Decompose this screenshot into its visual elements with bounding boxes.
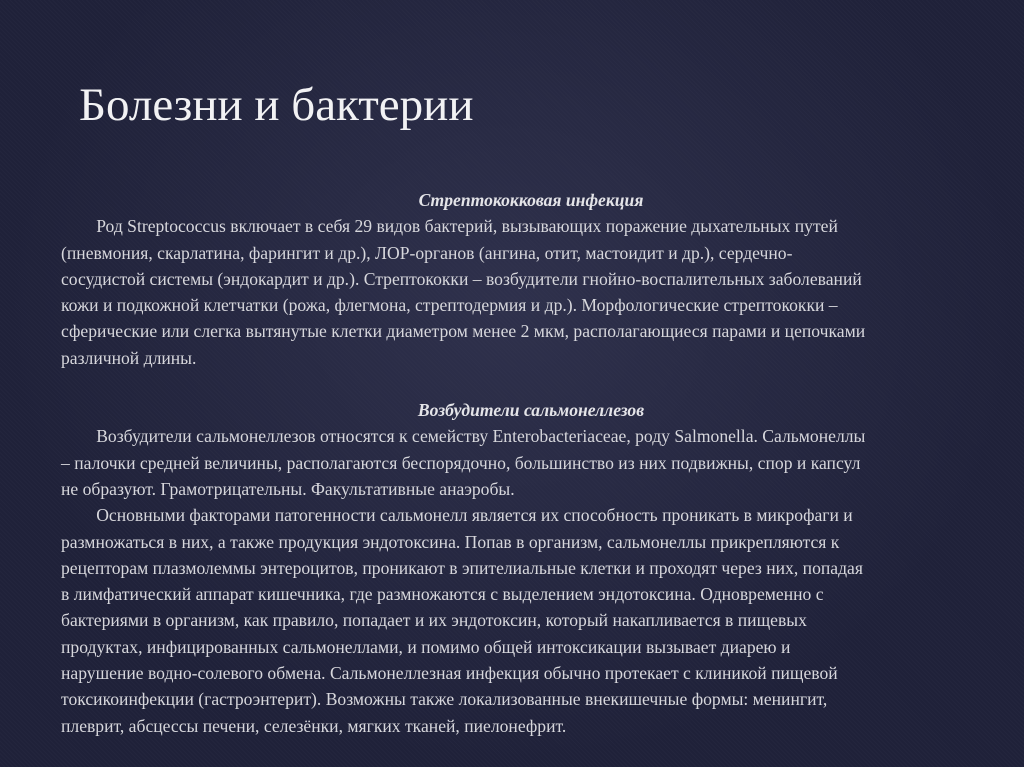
text-line: Основными факторами патогенности сальмонелл является их способность проникать в микрофаги и <box>61 505 853 526</box>
text-line: бактериями в организм, как правило, попадает и их эндотоксин, который накапливается в пищевых <box>61 610 807 631</box>
text-line: токсикоинфекции (гастроэнтерит). Возможны также локализованные внекишечные формы: менингит, <box>61 689 828 710</box>
text-line: (пневмония, скарлатина, фарингит и др.), ЛОР-органов (ангина, отит, мастоидит и др.), сердечно- <box>61 242 793 263</box>
text-line: Род Streptococcus включает в себя 29 видов бактерий, вызывающих поражение дыхательных путей <box>61 216 838 237</box>
text-line: в лимфатический аппарат кишечника, где размножаются с выделением эндотоксина. Одновременно с <box>61 584 824 605</box>
section-heading-streptococcus: Стрептококковая инфекция <box>418 190 644 210</box>
text-line: нарушение водно-солевого обмена. Сальмонеллезная инфекция обычно протекает с клиникой пищевой <box>61 663 838 684</box>
section-heading-salmonella: Возбудители сальмонеллезов <box>417 400 645 421</box>
text-line: кожи и подкожной клетчатки (рожа, флегмона, стрептодермия и др.). Морфологические стрептококки – <box>61 295 838 316</box>
text-line: различной длины. <box>61 347 197 368</box>
text-line: сферические или слегка вытянутые клетки диаметром менее 2 мкм, располагающиеся парами и цепочками <box>61 321 866 342</box>
slide-content <box>61 187 1001 739</box>
text-line: размножаться в них, а также продукция эндотоксина. Попав в организм, сальмонеллы прикрепляются к <box>61 531 840 552</box>
text-line: сосудистой системы (эндокардит и др.). Стрептококки – возбудители гнойно-воспалительных заболеваний <box>61 268 862 289</box>
section-spacer <box>61 371 1001 397</box>
text-line: рецепторам плазмолеммы энтероцитов, проникают в эпителиальные клетки и проходят через них, попадая <box>61 557 863 578</box>
text-line: продуктах, инфицированных сальмонеллами, и помимо общей интоксикации вызывает диарею и <box>61 636 791 657</box>
text-line: не образуют. Грамотрицательны. Факультативные анаэробы. <box>61 478 515 499</box>
text-line: Возбудители сальмонеллезов относятся к семейству Enterobacteriaceae, роду Salmonella. Сальмонеллы <box>61 426 866 447</box>
text-line: – палочки средней величины, располагаются беспорядочно, большинство из них подвижны, спор и капсул <box>61 452 861 473</box>
section-body-salmonella <box>61 423 1001 739</box>
slide-title: Болезни и бактерии <box>79 79 474 131</box>
section-body-streptococcus <box>61 213 1001 371</box>
text-line: плеврит, абсцессы печени, селезёнки, мягких тканей, пиелонефрит. <box>61 715 567 736</box>
